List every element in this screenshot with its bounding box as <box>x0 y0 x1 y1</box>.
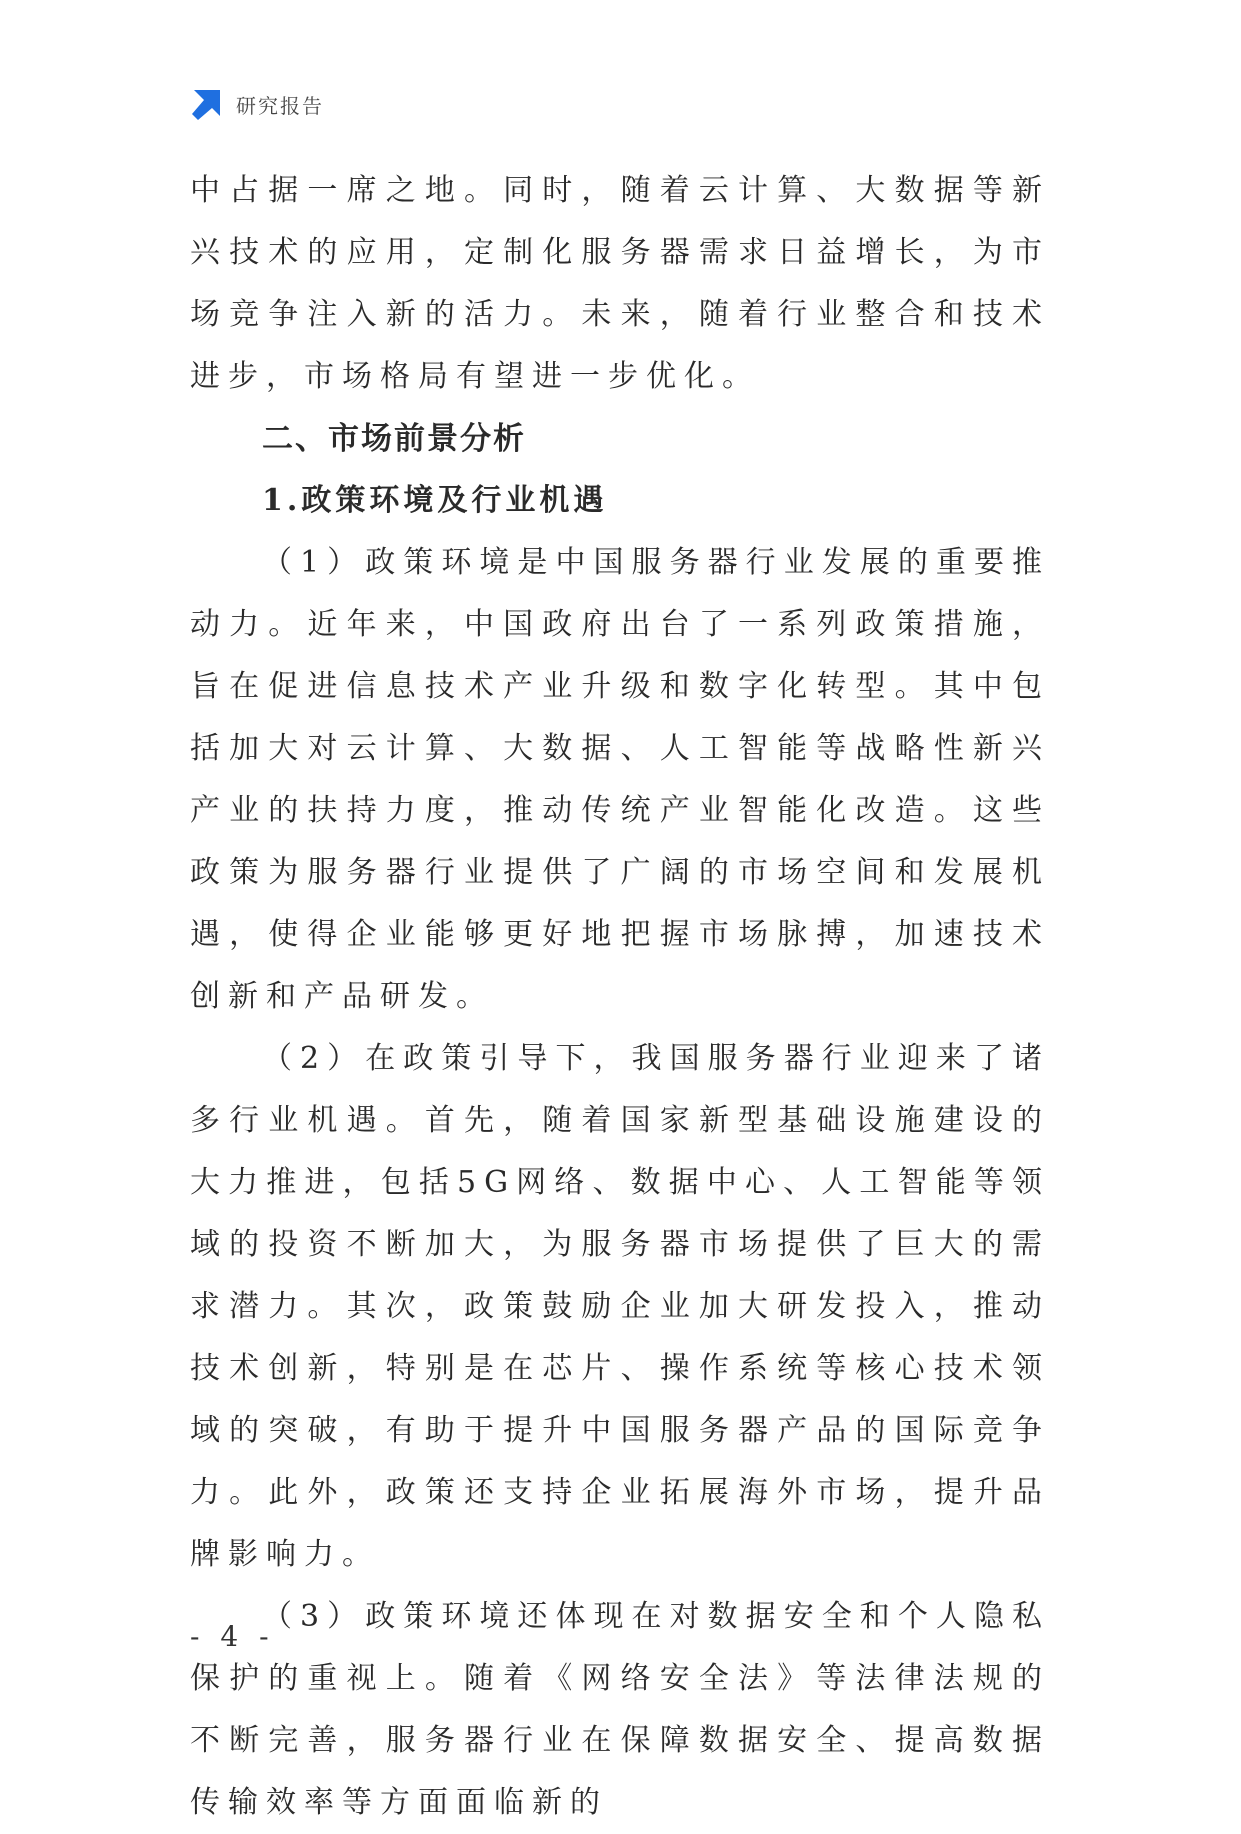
paragraph-1: （1）政策环境是中国服务器行业发展的重要推动力。近年来，中国政府出台了一系列政策措施，旨在促进信息技术产业升级和数字化转型。其中包括加大对云计算、大数据、人工智能等战略性新兴产业的扶持力度，推动传统产业智能化改造。这些政策为服务器行业提供了广阔的市场空间和发展机遇，使得企业能够更好地把握市场脉搏，加速技术创新和产品研发。 <box>190 545 1050 1014</box>
paragraph-continued: 中占据一席之地。同时，随着云计算、大数据等新兴技术的应用，定制化服务器需求日益增长，为市场竞争注入新的活力。未来，随着行业整合和技术进步，市场格局有望进一步优化。 <box>190 173 1050 394</box>
page-header <box>190 88 324 120</box>
subsection-heading: 1.政策环境及行业机遇 <box>262 483 608 518</box>
paragraph-3: （3）政策环境还体现在对数据安全和个人隐私保护的重视上。随着《网络安全法》等法律法规的不断完善，服务器行业在保障数据安全、提高数据传输效率等方面面临新的 <box>190 1599 1050 1820</box>
page-number: - 4 - <box>190 1620 275 1653</box>
section-heading: 二、市场前景分析 <box>262 421 526 457</box>
header-title: 研究报告 <box>236 93 324 118</box>
document-body <box>190 160 1050 1834</box>
paragraph-2: （2）在政策引导下，我国服务器行业迎来了诸多行业机遇。首先，随着国家新型基础设施建设的大力推进，包括5G网络、数据中心、人工智能等领域的投资不断加大，为服务器市场提供了巨大的需求潜力。其次，政策鼓励企业加大研发投入，推动技术创新，特别是在芯片、操作系统等核心技术领域的突破，有助于提升中国服务器产品的国际竞争力。此外，政策还支持企业拓展海外市场，提升品牌影响力。 <box>190 1041 1050 1572</box>
arrow-up-right-logo-icon <box>190 88 222 120</box>
